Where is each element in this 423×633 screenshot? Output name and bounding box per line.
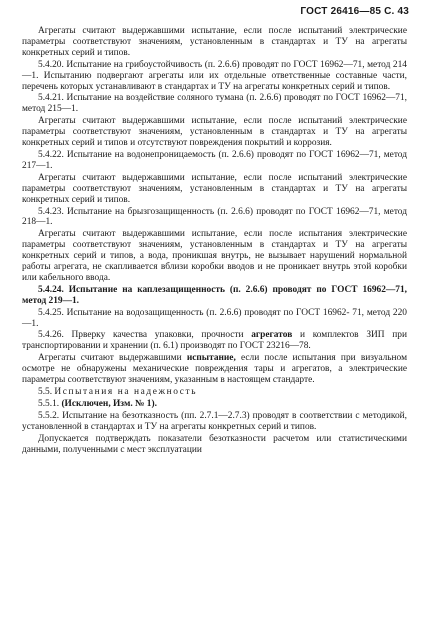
paragraph: Агрегаты считают выдержавшими испытание, если после испытаний электрические параметры соответствуют значениям, установленным в стандартах и ТУ на агрегаты конкретных серий и типов и отсутствуют повреждения покрытий и коррозия. — [22, 116, 407, 149]
section-heading: 5.5. Испытания на надежность — [38, 387, 198, 397]
paragraph: Агрегаты считают выдержавшими испытание, если после испытания электрические параметры соответствуют значениям, установленным в стандартах и ТУ на агрегаты конкретных серий и типов, а вода, проникшая внутрь, не вызывает нарушений нормальной работы агрегата, не скапливается вблизи коробки вводов и не проникает внутрь этой коробки или кабельного ввода. — [22, 229, 407, 283]
paragraph: Агрегаты считают выдержавшими испытание, если после испытаний электрические параметры соответствуют значениям, установленным в стандартах и ТУ на агрегаты конкретных серий и типов. — [22, 172, 407, 205]
paragraph: 5.4.24. Испытание на каплезащищенность (п. 2.6.6) проводят по ГОСТ 16962—71, метод 219—1. — [22, 284, 407, 306]
paragraph: 5.4.26. Прверку качества упаковки, прочности агрегатов и комплектов ЗИП при транспортировании и хранении (п. 6.1) производят по ГОСТ 23216—78. — [22, 330, 407, 352]
paragraph: 5.4.21. Испытание на воздействие соляного тумана (п. 2.6.6) проводят по ГОСТ 16962—71, метод 215—1. — [22, 93, 407, 115]
paragraph: Допускается подтверждать показатели безотказности расчетом или статистическими данными, полученными с мест эксплуатации — [22, 433, 407, 455]
paragraph: Агрегаты считают выдержавшими испытание, если после испытаний электрические параметры соответствуют значениям, установленным в стандартах и ТУ на агрегаты конкретных серий и типов. — [22, 26, 407, 58]
paragraph: 5.5.2. Испытание на безотказность (пп. 2.7.1—2.7.3) проводят в соответствии с методикой, установленной в стандартах и ТУ на агрегаты конкретных серий и типов. — [22, 410, 407, 432]
paragraph: 5.4.23. Испытание на брызгозащищенность (п. 2.6.6) проводят по ГОСТ 16962—71, метод 218—1. — [22, 206, 407, 228]
document-body — [22, 26, 407, 456]
paragraph: 5.4.20. Испытание на грибоустойчивость (п. 2.6.6) проводят по ГОСТ 16962—71, метод 214—1. Испытанию подвергают агрегаты или их отдельные ответственные составные части, перечень которых устанавливают в стандартах и ТУ на агрегаты конкретных серий и типов. — [22, 59, 407, 92]
paragraph: 5.5.1. (Исключен, Изм. № 1). — [38, 398, 157, 409]
page-header: ГОСТ 26416—85 С. 43 — [300, 6, 409, 17]
paragraph: 5.4.25. Испытание на водозащищенность (п. 2.6.6) проводят по ГОСТ 16962- 71, метод 220—1. — [22, 307, 407, 329]
paragraph: Агрегаты считают выдержавшими испытание, если после испытания при визуальном осмотре не обнаружены механические повреждения тары и агрегатов, а электрические параметры соответствуют значениям, указанным в настоящем стандарте. — [22, 353, 407, 386]
paragraph: 5.4.22. Испытание на водонепроницаемость (п. 2.6.6) проводят по ГОСТ 16962—71, метод 217—1. — [22, 149, 407, 171]
